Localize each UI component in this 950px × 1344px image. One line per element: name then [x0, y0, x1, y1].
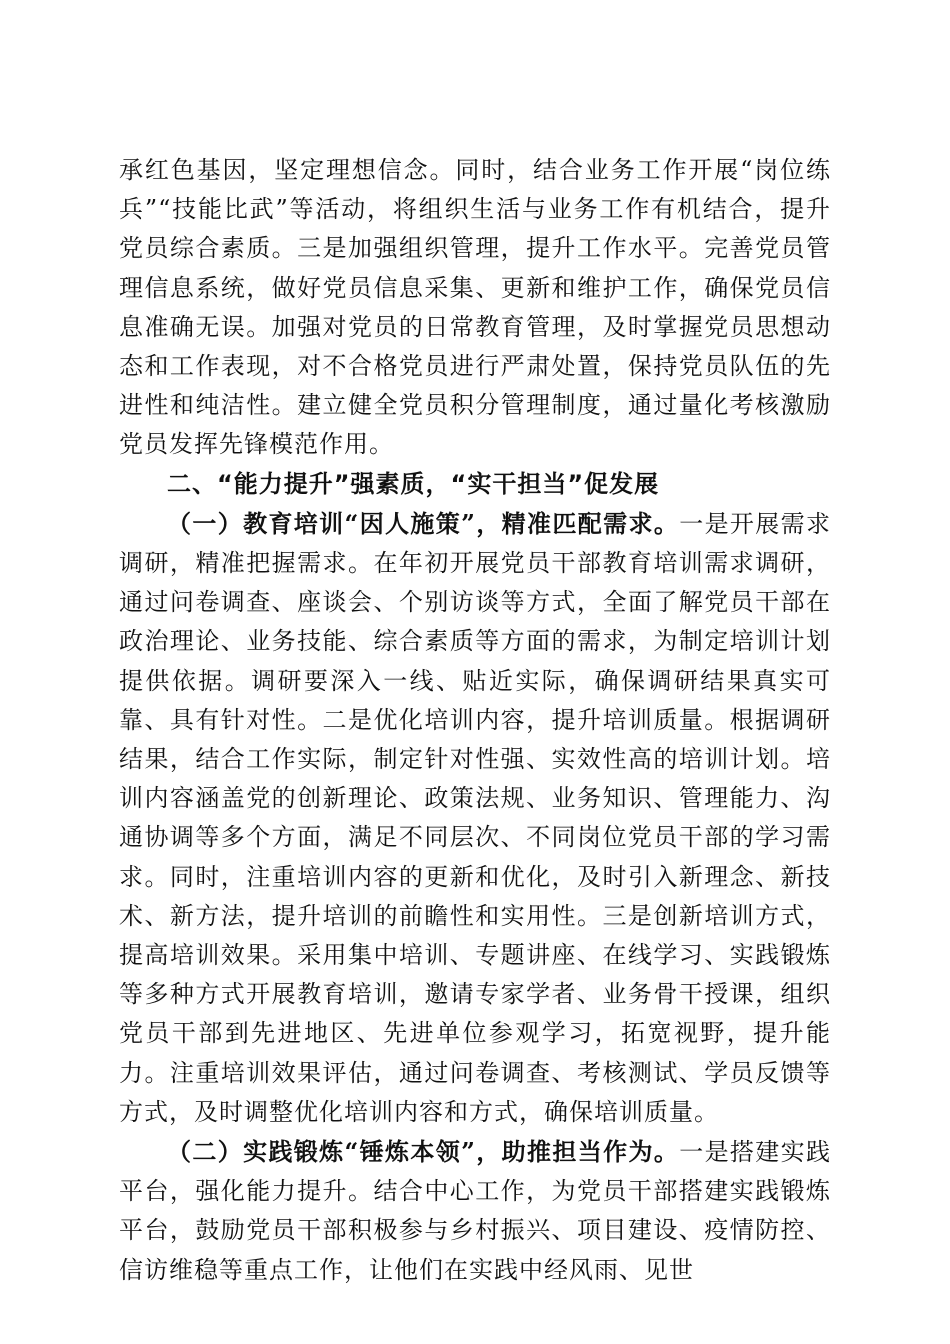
subsection-1	[119, 504, 831, 1132]
subsection-1-title: （一）教育培训“因人施策”，精准匹配需求。	[167, 508, 680, 538]
paragraph-continued: 承红色基因，坚定理想信念。同时，结合业务工作开展“岗位练兵”“技能比武”等活动，将组织生活与业务工作有机结合，提升党员综合素质。三是加强组织管理，提升工作水平。完善党员管理信息系统，做好党员信息采集、更新和维护工作，确保党员信息准确无误。加强对党员的日常教育管理，及时掌握党员思想动态和工作表现，对不合格党员进行严肃处置，保持党员队伍的先进性和纯洁性。建立健全党员积分管理制度，通过量化考核激励党员发挥先锋模范作用。	[119, 156, 831, 459]
document-body	[119, 151, 831, 1290]
subsection-2	[119, 1132, 831, 1290]
subsection-2-body: 一是搭建实践平台，强化能力提升。结合中心工作，为党员干部搭建实践锻炼平台，鼓励党员干部积极参与乡村振兴、项目建设、疫情防控、信访维稳等重点工作，让他们在实践中经风雨、见世	[119, 1138, 832, 1284]
subsection-2-title: （二）实践锻炼“锤炼本领”，助推担当作为。	[167, 1137, 680, 1167]
subsection-1-body: 一是开展需求调研，精准把握需求。在年初开展党员干部教育培训需求调研，通过问卷调查、座谈会、个别访谈等方式，全面了解党员干部在政治理论、业务技能、综合素质等方面的需求，为制定培训计划提供依据。调研要深入一线、贴近实际，确保调研结果真实可靠、具有针对性。二是优化培训内容，提升培训质量。根据调研结果，结合工作实际，制定针对性强、实效性高的培训计划。培训内容涵盖党的创新理论、政策法规、业务知识、管理能力、沟通协调等多个方面，满足不同层次、不同岗位党员干部的学习需求。同时，注重培训内容的更新和优化，及时引入新理念、新技术、新方法，提升培训的前瞻性和实用性。三是创新培训方式，提高培训效果。采用集中培训、专题讲座、在线学习、实践锻炼等多种方式开展教育培训，邀请专家学者、业务骨干授课，组织党员干部到先进地区、先进单位参观学习，拓宽视野，提升能力。注重培训效果评估，通过问卷调查、考核测试、学员反馈等方式，及时调整优化培训内容和方式，确保培训质量。	[119, 509, 832, 1126]
section-heading-2: 二、“能力提升”强素质，“实干担当”促发展	[167, 469, 660, 498]
